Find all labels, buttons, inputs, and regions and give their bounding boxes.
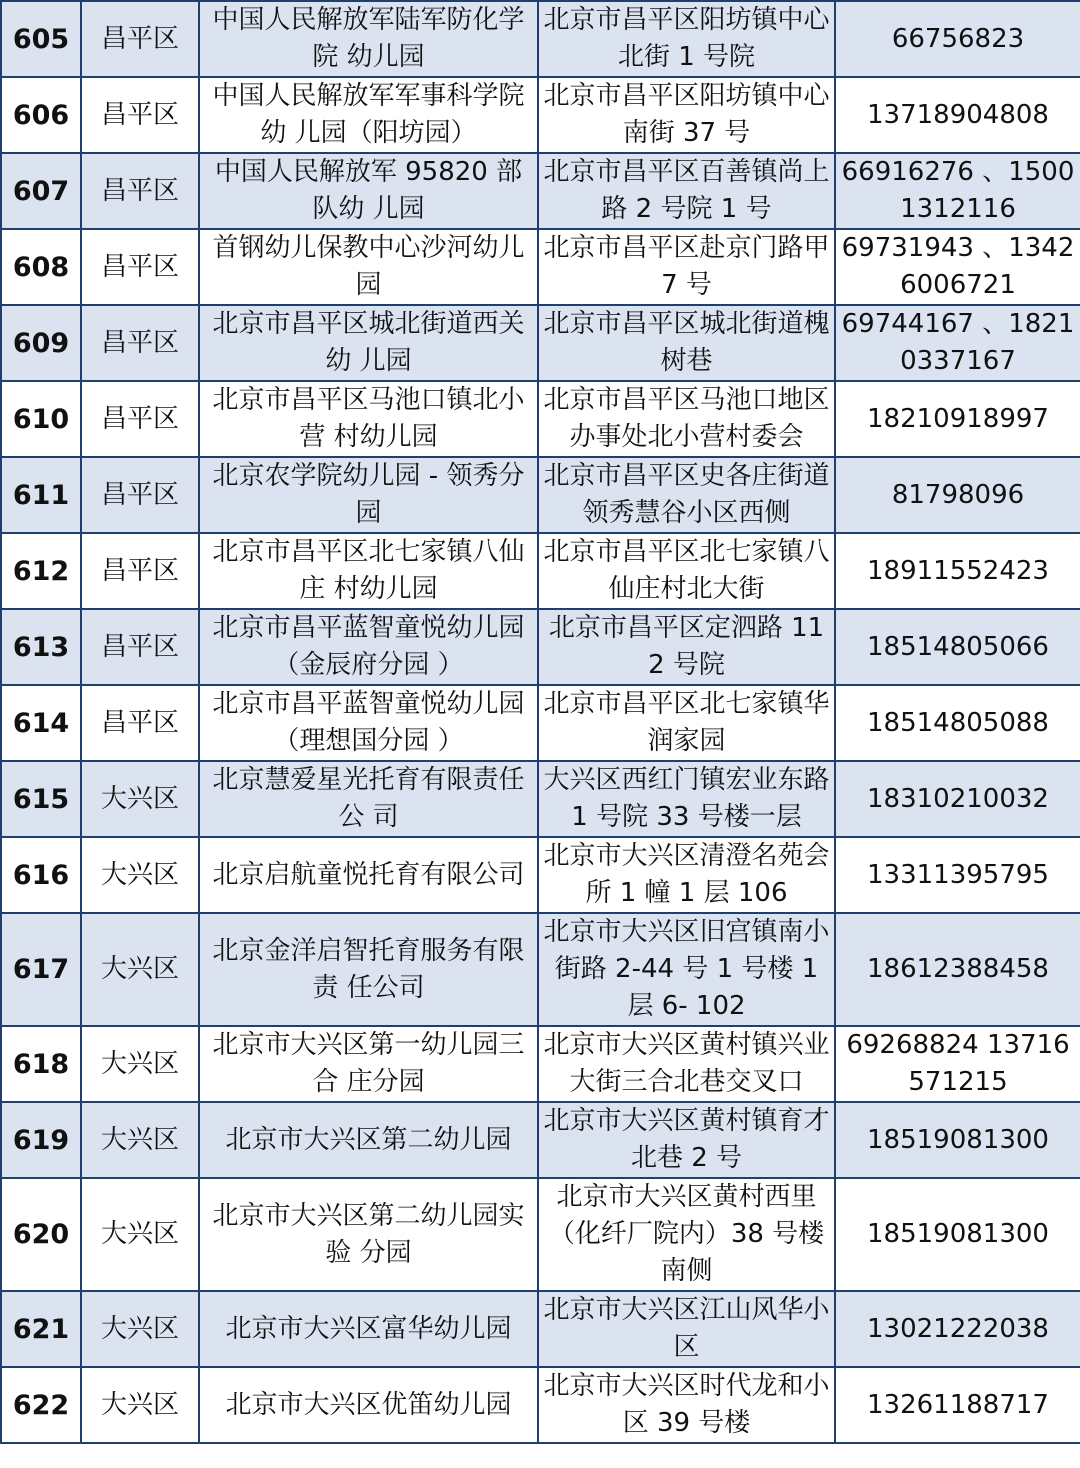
row-number: 618 — [1, 1026, 81, 1102]
table-row — [1, 305, 1080, 381]
district-cell: 大兴区 — [81, 837, 199, 913]
table-row — [1, 1, 1080, 77]
district-cell: 大兴区 — [81, 1178, 199, 1291]
name-cell: 北京市大兴区富华幼儿园 — [199, 1291, 538, 1367]
table-row — [1, 1367, 1080, 1443]
name-cell: 北京市大兴区优笛幼儿园 — [199, 1367, 538, 1443]
address-cell: 北京市昌平区史各庄街道领秀慧谷小区西侧 — [538, 457, 835, 533]
name-cell: 北京市大兴区第一幼儿园三合 庄分园 — [199, 1026, 538, 1102]
address-cell: 北京市昌平区阳坊镇中心北街 1 号院 — [538, 1, 835, 77]
district-cell: 昌平区 — [81, 381, 199, 457]
name-cell: 中国人民解放军 95820 部队幼 儿园 — [199, 153, 538, 229]
address-cell: 北京市大兴区清澄名苑会所 1 幢 1 层 106 — [538, 837, 835, 913]
phone-cell: 13261188717 — [835, 1367, 1080, 1443]
table-row — [1, 229, 1080, 305]
row-number: 605 — [1, 1, 81, 77]
district-cell: 大兴区 — [81, 761, 199, 837]
row-number: 622 — [1, 1367, 81, 1443]
table-row — [1, 77, 1080, 153]
table-row — [1, 1291, 1080, 1367]
name-cell: 中国人民解放军军事科学院幼 儿园（阳坊园） — [199, 77, 538, 153]
table-row — [1, 837, 1080, 913]
name-cell: 北京市大兴区第二幼儿园实验 分园 — [199, 1178, 538, 1291]
address-cell: 北京市大兴区旧宫镇南小街路 2-44 号 1 号楼 1 层 6- 102 — [538, 913, 835, 1026]
address-cell: 北京市昌平区北七家镇华润家园 — [538, 685, 835, 761]
name-cell: 北京市昌平蓝智童悦幼儿园（理想国分园 ） — [199, 685, 538, 761]
district-cell: 大兴区 — [81, 1026, 199, 1102]
district-cell: 昌平区 — [81, 457, 199, 533]
name-cell: 北京启航童悦托育有限公司 — [199, 837, 538, 913]
district-cell: 昌平区 — [81, 77, 199, 153]
table-row — [1, 381, 1080, 457]
district-cell: 大兴区 — [81, 1102, 199, 1178]
phone-cell: 18519081300 — [835, 1178, 1080, 1291]
name-cell: 北京金洋启智托育服务有限责 任公司 — [199, 913, 538, 1026]
address-cell: 北京市大兴区江山风华小区 — [538, 1291, 835, 1367]
row-number: 620 — [1, 1178, 81, 1291]
row-number: 616 — [1, 837, 81, 913]
row-number: 617 — [1, 913, 81, 1026]
name-cell: 北京市大兴区第二幼儿园 — [199, 1102, 538, 1178]
address-cell: 北京市昌平区北七家镇八仙庄村北大街 — [538, 533, 835, 609]
address-cell: 北京市昌平区阳坊镇中心南街 37 号 — [538, 77, 835, 153]
phone-cell: 66916276 、15001312116 — [835, 153, 1080, 229]
phone-cell: 13311395795 — [835, 837, 1080, 913]
row-number: 607 — [1, 153, 81, 229]
table-row — [1, 1102, 1080, 1178]
table-row — [1, 913, 1080, 1026]
table-row — [1, 685, 1080, 761]
name-cell: 北京农学院幼儿园 - 领秀分 园 — [199, 457, 538, 533]
district-cell: 大兴区 — [81, 1291, 199, 1367]
row-number: 608 — [1, 229, 81, 305]
row-number: 614 — [1, 685, 81, 761]
name-cell: 中国人民解放军陆军防化学院 幼儿园 — [199, 1, 538, 77]
phone-cell: 81798096 — [835, 457, 1080, 533]
district-cell: 大兴区 — [81, 913, 199, 1026]
phone-cell: 13021222038 — [835, 1291, 1080, 1367]
name-cell: 北京市昌平蓝智童悦幼儿园（金辰府分园 ） — [199, 609, 538, 685]
phone-cell: 13718904808 — [835, 77, 1080, 153]
table-row — [1, 457, 1080, 533]
phone-cell: 18514805088 — [835, 685, 1080, 761]
phone-cell: 18514805066 — [835, 609, 1080, 685]
district-cell: 昌平区 — [81, 685, 199, 761]
address-cell: 大兴区西红门镇宏业东路 1 号院 33 号楼一层 — [538, 761, 835, 837]
table-row — [1, 1178, 1080, 1291]
row-number: 613 — [1, 609, 81, 685]
name-cell: 北京市昌平区马池口镇北小营 村幼儿园 — [199, 381, 538, 457]
row-number: 610 — [1, 381, 81, 457]
row-number: 606 — [1, 77, 81, 153]
table-row — [1, 153, 1080, 229]
table-row — [1, 609, 1080, 685]
district-cell: 昌平区 — [81, 1, 199, 77]
address-cell: 北京市大兴区时代龙和小区 39 号楼 — [538, 1367, 835, 1443]
name-cell: 北京市昌平区城北街道西关幼 儿园 — [199, 305, 538, 381]
district-cell: 昌平区 — [81, 305, 199, 381]
name-cell: 北京慧爱星光托育有限责任公 司 — [199, 761, 538, 837]
address-cell: 北京市大兴区黄村镇育才北巷 2 号 — [538, 1102, 835, 1178]
table-row — [1, 1026, 1080, 1102]
address-cell: 北京市昌平区赴京门路甲 7 号 — [538, 229, 835, 305]
name-cell: 北京市昌平区北七家镇八仙庄 村幼儿园 — [199, 533, 538, 609]
row-number: 621 — [1, 1291, 81, 1367]
address-cell: 北京市昌平区定泗路 112 号院 — [538, 609, 835, 685]
row-number: 609 — [1, 305, 81, 381]
district-cell: 昌平区 — [81, 609, 199, 685]
phone-cell: 18210918997 — [835, 381, 1080, 457]
address-cell: 北京市大兴区黄村镇兴业大街三合北巷交叉口 — [538, 1026, 835, 1102]
table-row — [1, 533, 1080, 609]
phone-cell: 18612388458 — [835, 913, 1080, 1026]
table-row — [1, 761, 1080, 837]
phone-cell: 69744167 、18210337167 — [835, 305, 1080, 381]
phone-cell: 18310210032 — [835, 761, 1080, 837]
district-cell: 大兴区 — [81, 1367, 199, 1443]
phone-cell: 66756823 — [835, 1, 1080, 77]
name-cell: 首钢幼儿保教中心沙河幼儿园 — [199, 229, 538, 305]
phone-cell: 69731943 、13426006721 — [835, 229, 1080, 305]
row-number: 619 — [1, 1102, 81, 1178]
phone-cell: 18911552423 — [835, 533, 1080, 609]
address-cell: 北京市昌平区百善镇尚上路 2 号院 1 号 — [538, 153, 835, 229]
address-cell: 北京市昌平区城北街道槐树巷 — [538, 305, 835, 381]
district-cell: 昌平区 — [81, 153, 199, 229]
address-cell: 北京市昌平区马池口地区办事处北小营村委会 — [538, 381, 835, 457]
row-number: 612 — [1, 533, 81, 609]
row-number: 611 — [1, 457, 81, 533]
phone-cell: 69268824 13716571215 — [835, 1026, 1080, 1102]
district-cell: 昌平区 — [81, 533, 199, 609]
phone-cell: 18519081300 — [835, 1102, 1080, 1178]
district-cell: 昌平区 — [81, 229, 199, 305]
row-number: 615 — [1, 761, 81, 837]
address-cell: 北京市大兴区黄村西里（化纤厂院内）38 号楼南侧 — [538, 1178, 835, 1291]
